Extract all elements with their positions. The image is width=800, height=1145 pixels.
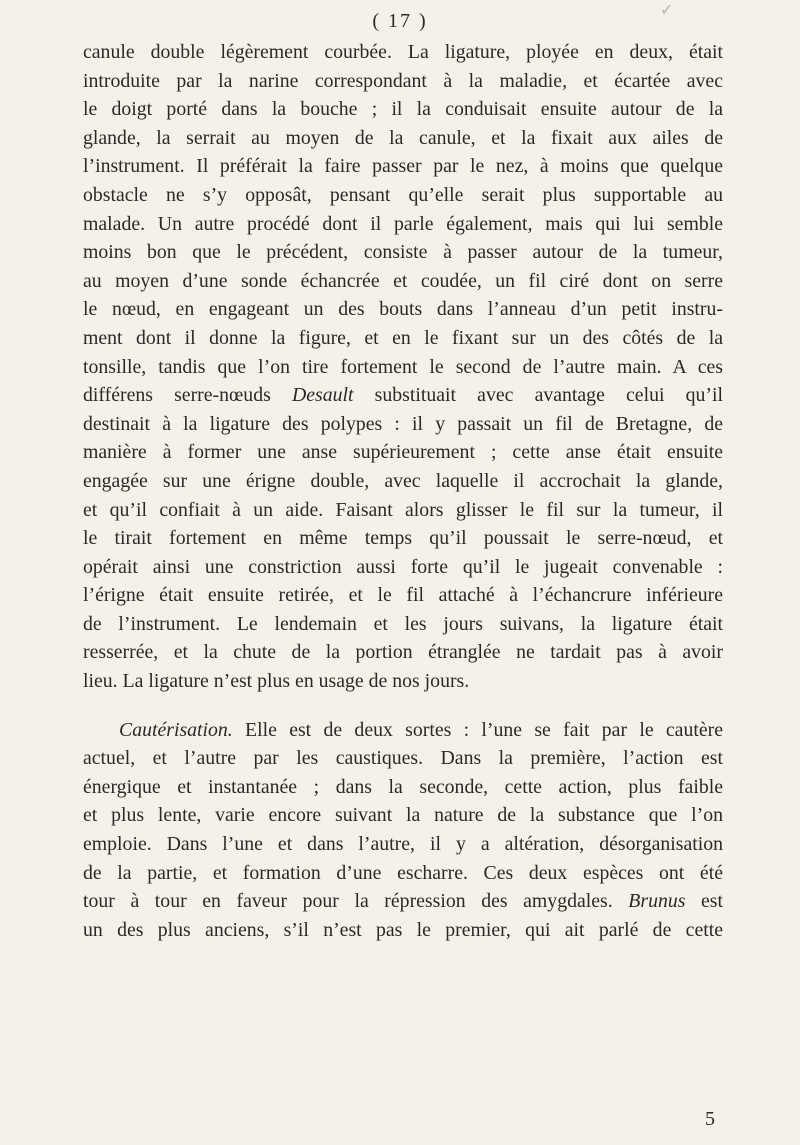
text-fragment: différens serre-nœuds	[83, 384, 292, 407]
text-line: destinait à la ligature des polypes : il y passait un fil de Bretagne, de	[83, 412, 723, 435]
text-line: et qu’il confiait à un aide. Faisant alors glisser le fil sur la tumeur, il	[83, 498, 723, 521]
text-line: actuel, et l’autre par les caustiques. Dans la première, l’action est	[83, 747, 723, 770]
text-line-desault	[83, 381, 723, 410]
text-line: un des plus anciens, s’il n’est pas le premier, qui ait parlé de cette	[83, 918, 723, 941]
text-line: obstacle ne s’y opposât, pensant qu’elle serait plus supportable au	[83, 183, 723, 206]
text-line: le nœud, en engageant un des bouts dans l’anneau d’un petit instru-	[83, 298, 723, 321]
text-line: le tirait fortement en même temps qu’il poussait le serre-nœud, et	[83, 527, 723, 550]
text-line: de la partie, et formation d’une escharre. Ces deux espèces ont été	[83, 861, 723, 884]
text-line: et plus lente, varie encore suivant la nature de la substance que l’on	[83, 804, 723, 827]
text-line-brunus	[83, 887, 723, 916]
text-line: tonsille, tandis que l’on tire fortement le second de l’autre main. A ces	[83, 355, 723, 378]
text-line: manière à former une anse supérieurement ; cette anse était ensuite	[83, 441, 723, 464]
text-line: au moyen d’une sonde échancrée et coudée, un fil ciré dont on serre	[83, 269, 723, 292]
text-line: lieu. La ligature n’est plus en usage de nos jours.	[83, 670, 470, 693]
text-line: introduite par la narine correspondant à la maladie, et écartée avec	[83, 69, 723, 92]
text-line: glande, la serrait au moyen de la canule, et la fixait aux ailes de	[83, 126, 723, 149]
text-fragment: est	[685, 890, 723, 913]
author-name-desault: Desault	[291, 384, 354, 407]
text-line: de l’instrument. Le lendemain et les jours suivans, la ligature était	[83, 612, 723, 635]
text-line: canule double légèrement courbée. La ligature, ployée en deux, était	[83, 41, 723, 63]
text-line: ment dont il donne la figure, et en le fixant sur un des côtés de la	[83, 326, 723, 349]
pencil-check-mark: ✓	[660, 2, 674, 19]
page-number: ( 17 )	[372, 10, 428, 32]
author-name-brunus: Brunus	[628, 890, 686, 913]
section-heading: Cautérisation.	[119, 718, 233, 741]
body-text	[83, 38, 723, 944]
text-fragment: substituait avec avantage celui qu’il	[353, 384, 723, 407]
text-line: engagée sur une érigne double, avec laquelle il accrochait la glande,	[83, 469, 723, 492]
signature-mark: 5	[705, 1108, 715, 1130]
text-line: l’instrument. Il préférait la faire passer par le nez, à moins que quelque	[83, 155, 723, 178]
text-line: moins bon que le précédent, consiste à passer autour de la tumeur,	[83, 241, 723, 264]
text-line: resserrée, et la chute de la portion étranglée ne tardait pas à avoir	[83, 641, 723, 664]
text-line: malade. Un autre procédé dont il parle également, mais qui lui semble	[83, 212, 723, 235]
text-fragment: Elle est de deux sortes : l’une se fait par le cautère	[232, 718, 723, 741]
paragraph-gap	[83, 696, 723, 716]
section-heading-line	[83, 716, 723, 745]
text-line: l’érigne était ensuite retirée, et le fil attaché à l’échancrure inférieure	[83, 584, 723, 607]
text-line: énergique et instantanée ; dans la seconde, cette action, plus faible	[83, 775, 723, 798]
text-line: opérait ainsi une constriction aussi forte qu’il le jugeait convenable :	[83, 555, 723, 578]
text-line: emploie. Dans l’une et dans l’autre, il y a altération, désorganisation	[83, 833, 723, 856]
text-line: le doigt porté dans la bouche ; il la conduisait ensuite autour de la	[83, 98, 723, 121]
text-fragment: tour à tour en faveur pour la répression des amygdales.	[83, 890, 613, 913]
